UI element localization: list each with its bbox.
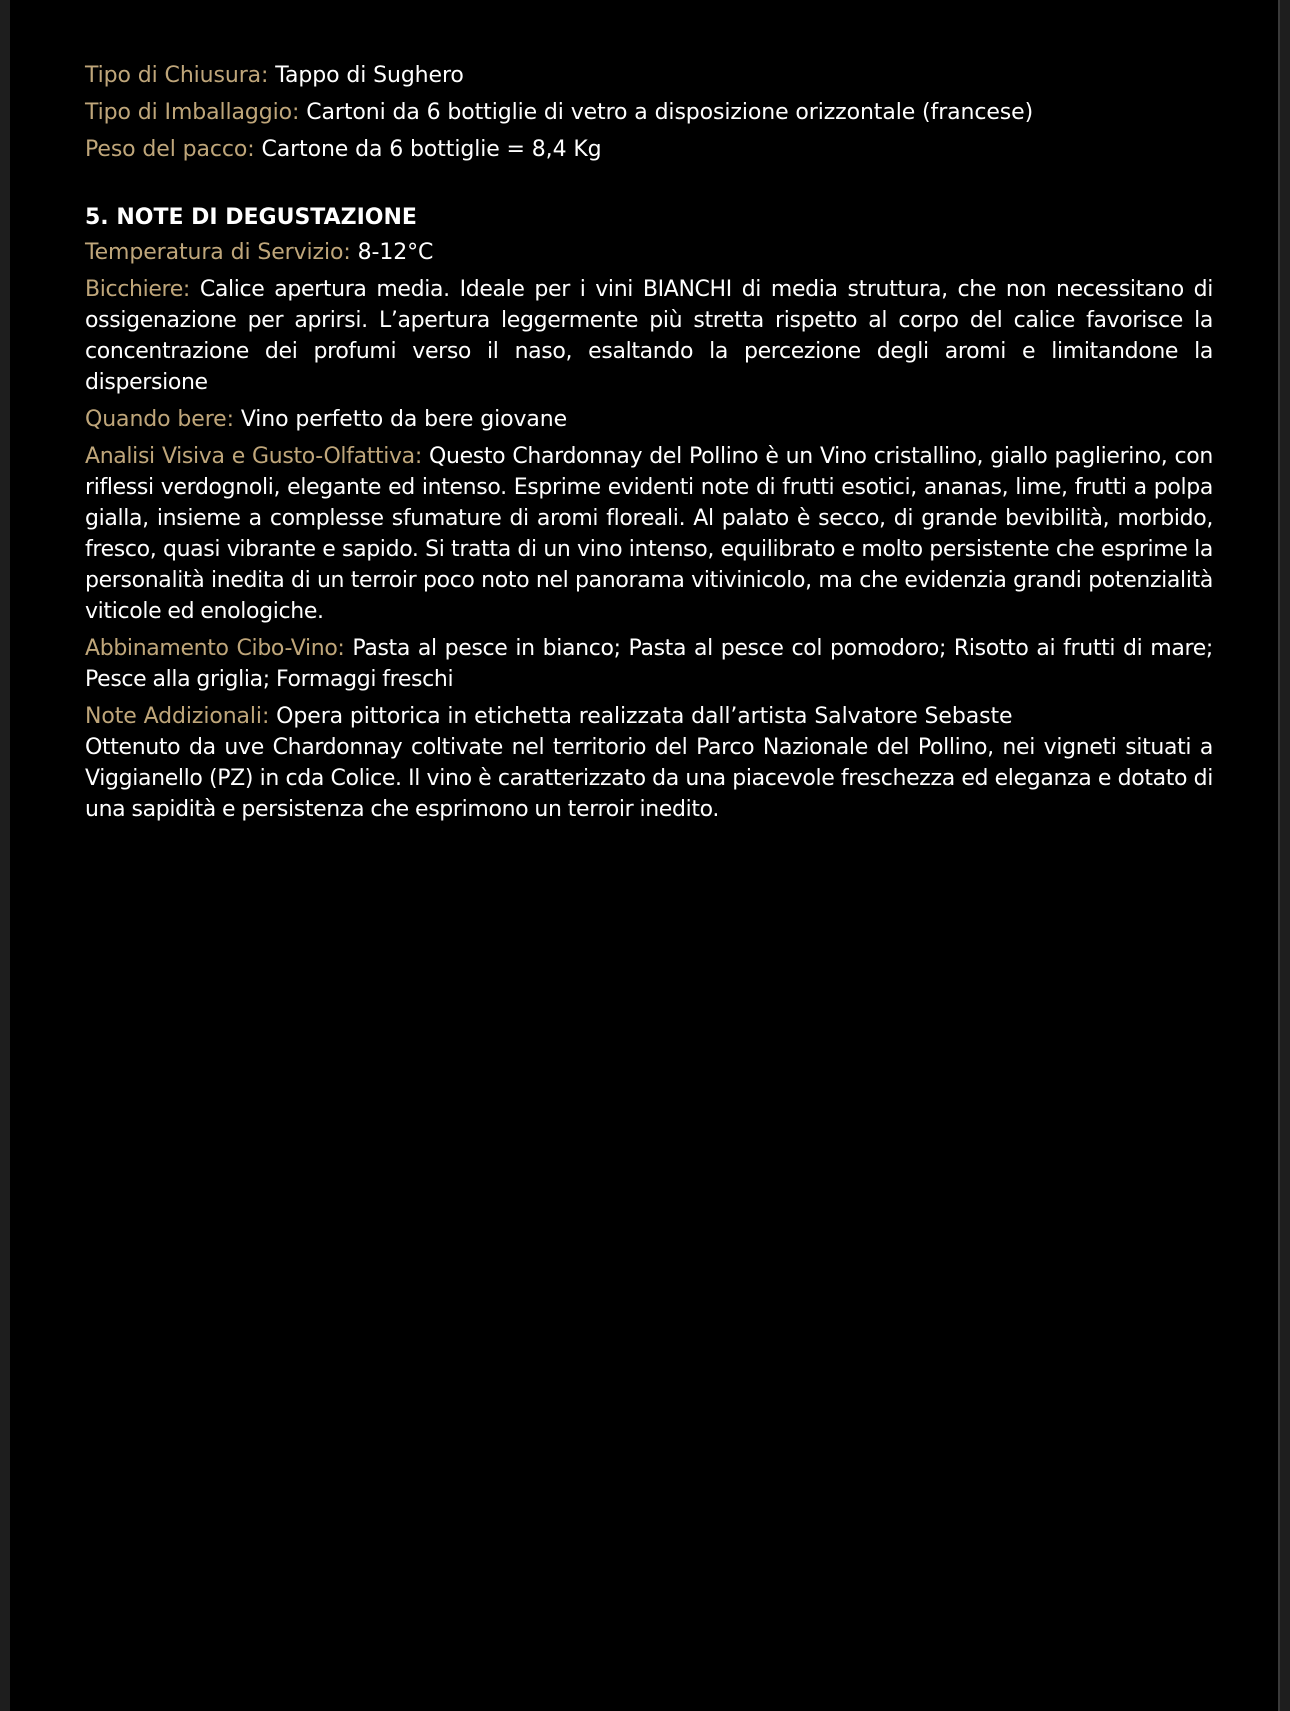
section-title: 5. NOTE DI DEGUSTAZIONE	[85, 205, 417, 230]
glass-row	[85, 274, 1213, 398]
additional-notes-value: Opera pittorica in etichetta realizzata dall’artista Salvatore Sebaste	[276, 704, 1013, 729]
serving-temperature-label: Temperatura di Servizio:	[85, 240, 351, 265]
document-content	[85, 60, 1213, 825]
page-edge-divider	[1278, 0, 1280, 1711]
tasting-analysis-label: Analisi Visiva e Gusto-Olfattiva:	[85, 444, 422, 469]
package-weight-row	[85, 134, 1213, 165]
when-to-drink-value: Vino perfetto da bere giovane	[240, 407, 568, 432]
when-to-drink-label: Quando bere:	[85, 407, 234, 432]
description-paragraph: Ottenuto da uve Chardonnay coltivate nel territorio del Parco Nazionale del Pollino, nei vigneti situati a Viggianello (PZ) in cda Colice. Il vino è caratterizzato da una piacevole freschezza ed eleganza e dotato di una sapidità e persistenza che esprimono un terroir inedito.	[85, 735, 1213, 822]
closure-type-value: Tappo di Sughero	[275, 63, 464, 88]
food-pairing-label: Abbinamento Cibo-Vino:	[85, 636, 345, 661]
tasting-analysis-value: Questo Chardonnay del Pollino è un Vino cristallino, giallo paglierino, con riflessi verdognoli, elegante ed intenso. Esprime evidenti note di frutti esotici, ananas, lime, frutti a polpa gialla, insieme a complesse sfumature di aromi floreali. Al palato è secco, di grande bevibilità, morbido, fresco, quasi vibrante e sapido. Si tratta di un vino intenso, equilibrato e molto persistente che esprime la personalità inedita di un terroir poco noto nel panorama vitivinicolo, ma che evidenzia grandi potenzialità viticole ed enologiche.	[85, 444, 1213, 624]
serving-temperature-row	[85, 237, 1213, 268]
additional-notes-row	[85, 701, 1213, 732]
additional-notes-label: Note Addizionali:	[85, 704, 270, 729]
document-page	[10, 0, 1278, 1711]
packaging-type-label: Tipo di Imballaggio:	[85, 100, 300, 125]
glass-value: Calice apertura media. Ideale per i vini BIANCHI di media struttura, che non necessitano di ossigenazione per aprirsi. L’apertura leggermente più stretta rispetto al corpo del calice favorisce la concentrazione dei profumi verso il naso, esaltando la percezione degli aromi e limitandone la dispersione	[85, 277, 1213, 395]
when-to-drink-row	[85, 404, 1213, 435]
food-pairing-value: Pasta al pesce in bianco; Pasta al pesce col pomodoro; Risotto ai frutti di mare; Pesce alla griglia; Formaggi freschi	[85, 636, 1213, 692]
serving-temperature-value: 8-12°C	[357, 240, 434, 265]
packaging-type-value: Cartoni da 6 bottiglie di vetro a disposizione orizzontale (francese)	[306, 100, 1034, 125]
tasting-analysis-row	[85, 441, 1213, 627]
package-weight-label: Peso del pacco:	[85, 137, 255, 162]
package-weight-value: Cartone da 6 bottiglie = 8,4 Kg	[261, 137, 602, 162]
packaging-type-row	[85, 97, 1213, 128]
closure-type-label: Tipo di Chiusura:	[85, 63, 269, 88]
closure-type-row	[85, 60, 1213, 91]
food-pairing-row	[85, 633, 1213, 695]
glass-label: Bicchiere:	[85, 277, 190, 302]
